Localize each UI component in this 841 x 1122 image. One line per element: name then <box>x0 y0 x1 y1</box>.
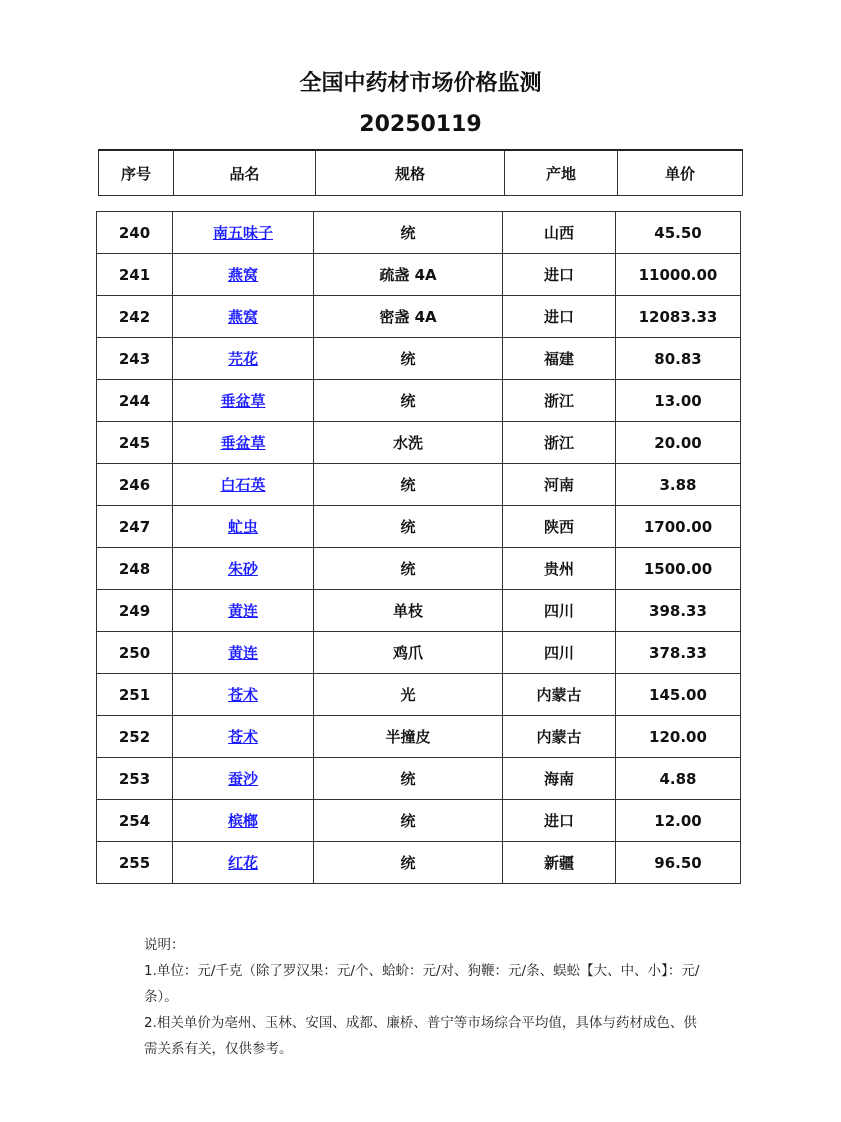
cell-price: 12083.33 <box>616 296 741 338</box>
cell-origin: 海南 <box>503 758 616 800</box>
cell-price: 96.50 <box>616 842 741 884</box>
notes-line-1: 1.单位：元/千克（除了罗汉果：元/个、蛤蚧：元/对、狗鞭：元/条、蜈蚣【大、中、小】：元/条）。 <box>144 963 700 1005</box>
cell-origin: 福建 <box>503 338 616 380</box>
cell-index: 242 <box>97 296 173 338</box>
cell-index: 255 <box>97 842 173 884</box>
cell-index: 252 <box>97 716 173 758</box>
cell-index: 246 <box>97 464 173 506</box>
cell-index: 243 <box>97 338 173 380</box>
herb-name-link[interactable]: 苍术 <box>227 686 258 704</box>
cell-price: 120.00 <box>616 716 741 758</box>
cell-spec: 统 <box>314 842 503 884</box>
table-row <box>97 254 741 296</box>
header-name: 品名 <box>174 150 316 196</box>
cell-origin: 内蒙古 <box>503 674 616 716</box>
cell-price: 45.50 <box>616 212 741 254</box>
cell-name <box>173 464 314 506</box>
cell-price: 1700.00 <box>616 506 741 548</box>
cell-index: 240 <box>97 212 173 254</box>
herb-name-link[interactable]: 垂盆草 <box>220 392 266 410</box>
herb-name-link[interactable]: 虻虫 <box>227 518 258 536</box>
header-origin: 产地 <box>505 150 618 196</box>
header-spec: 规格 <box>316 150 505 196</box>
cell-spec: 统 <box>314 506 503 548</box>
header-index: 序号 <box>99 150 174 196</box>
table-row <box>97 674 741 716</box>
cell-origin: 浙江 <box>503 422 616 464</box>
cell-origin: 四川 <box>503 632 616 674</box>
cell-index: 247 <box>97 506 173 548</box>
cell-name <box>173 716 314 758</box>
herb-name-link[interactable]: 燕窝 <box>227 266 258 284</box>
cell-index: 253 <box>97 758 173 800</box>
cell-spec: 统 <box>314 338 503 380</box>
cell-spec: 单枝 <box>314 590 503 632</box>
herb-name-link[interactable]: 白石英 <box>220 476 266 494</box>
table-row <box>97 506 741 548</box>
cell-price: 11000.00 <box>616 254 741 296</box>
cell-name <box>173 296 314 338</box>
cell-index: 251 <box>97 674 173 716</box>
herb-name-link[interactable]: 燕窝 <box>227 308 258 326</box>
table-row <box>97 800 741 842</box>
table-row <box>97 296 741 338</box>
cell-name <box>173 380 314 422</box>
price-table <box>96 211 741 884</box>
table-row <box>97 422 741 464</box>
cell-origin: 进口 <box>503 254 616 296</box>
herb-name-link[interactable]: 南五味子 <box>212 224 273 242</box>
cell-spec: 统 <box>314 800 503 842</box>
table-row <box>97 212 741 254</box>
cell-origin: 四川 <box>503 590 616 632</box>
cell-index: 241 <box>97 254 173 296</box>
cell-origin: 陕西 <box>503 506 616 548</box>
table-header <box>98 149 743 196</box>
cell-name <box>173 338 314 380</box>
cell-name <box>173 212 314 254</box>
header-price: 单价 <box>618 150 743 196</box>
cell-price: 80.83 <box>616 338 741 380</box>
cell-price: 145.00 <box>616 674 741 716</box>
table-row <box>97 590 741 632</box>
cell-spec: 统 <box>314 548 503 590</box>
cell-price: 12.00 <box>616 800 741 842</box>
table-row <box>97 632 741 674</box>
cell-name <box>173 674 314 716</box>
page-title: 全国中药材市场价格监测 <box>299 71 542 96</box>
herb-name-link[interactable]: 芫花 <box>227 350 258 368</box>
herb-name-link[interactable]: 槟榔 <box>227 812 258 830</box>
herb-name-link[interactable]: 朱砂 <box>227 560 258 578</box>
notes-line-2: 2.相关单价为亳州、玉林、安国、成都、廉桥、普宁等市场综合平均值，具体与药材成色、供需关系有关，仅供参考。 <box>144 1015 697 1057</box>
cell-name <box>173 800 314 842</box>
cell-origin: 进口 <box>503 296 616 338</box>
cell-index: 248 <box>97 548 173 590</box>
cell-name <box>173 590 314 632</box>
cell-index: 244 <box>97 380 173 422</box>
table-row <box>97 548 741 590</box>
herb-name-link[interactable]: 黄连 <box>227 602 258 620</box>
cell-name <box>173 548 314 590</box>
table-row <box>97 338 741 380</box>
notes <box>144 932 704 1062</box>
cell-index: 245 <box>97 422 173 464</box>
cell-origin: 河南 <box>503 464 616 506</box>
cell-spec: 水洗 <box>314 422 503 464</box>
cell-price: 1500.00 <box>616 548 741 590</box>
cell-origin: 贵州 <box>503 548 616 590</box>
cell-spec: 半撞皮 <box>314 716 503 758</box>
cell-price: 398.33 <box>616 590 741 632</box>
cell-index: 250 <box>97 632 173 674</box>
cell-origin: 山西 <box>503 212 616 254</box>
table-row <box>97 842 741 884</box>
cell-name <box>173 422 314 464</box>
cell-spec: 密盏 4A <box>314 296 503 338</box>
cell-name <box>173 632 314 674</box>
cell-spec: 统 <box>314 464 503 506</box>
cell-spec: 统 <box>314 758 503 800</box>
table-row <box>97 716 741 758</box>
cell-price: 378.33 <box>616 632 741 674</box>
herb-name-link[interactable]: 黄连 <box>227 644 258 662</box>
cell-name <box>173 842 314 884</box>
cell-price: 3.88 <box>616 464 741 506</box>
cell-price: 20.00 <box>616 422 741 464</box>
cell-index: 249 <box>97 590 173 632</box>
cell-origin: 内蒙古 <box>503 716 616 758</box>
herb-name-link[interactable]: 苍术 <box>227 728 258 746</box>
cell-spec: 光 <box>314 674 503 716</box>
cell-name <box>173 254 314 296</box>
cell-spec: 疏盏 4A <box>314 254 503 296</box>
cell-price: 13.00 <box>616 380 741 422</box>
table-row <box>97 464 741 506</box>
cell-spec: 统 <box>314 212 503 254</box>
herb-name-link[interactable]: 蚕沙 <box>227 770 258 788</box>
cell-name <box>173 506 314 548</box>
cell-spec: 统 <box>314 380 503 422</box>
notes-heading: 说明： <box>144 937 185 953</box>
cell-spec: 鸡爪 <box>314 632 503 674</box>
table-row <box>97 380 741 422</box>
cell-index: 254 <box>97 800 173 842</box>
cell-origin: 浙江 <box>503 380 616 422</box>
cell-price: 4.88 <box>616 758 741 800</box>
herb-name-link[interactable]: 红花 <box>227 854 258 872</box>
herb-name-link[interactable]: 垂盆草 <box>220 434 266 452</box>
table-row <box>97 758 741 800</box>
cell-origin: 进口 <box>503 800 616 842</box>
cell-origin: 新疆 <box>503 842 616 884</box>
report-date: 20250119 <box>359 112 482 137</box>
cell-name <box>173 758 314 800</box>
